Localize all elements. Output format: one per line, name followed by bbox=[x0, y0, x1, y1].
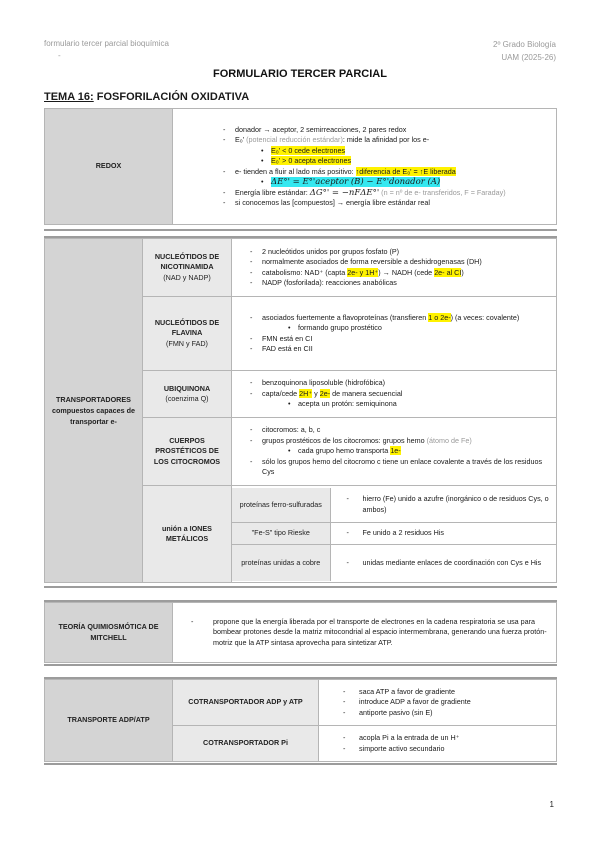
adp-atp-cotransporter-content bbox=[319, 680, 557, 726]
delta-e-equation: ΔE°' = E°'aceptor (B) − E°'donador (A) bbox=[271, 177, 441, 187]
list-item bbox=[219, 177, 552, 188]
list-item: - introduce ADP a favor de gradiente bbox=[339, 697, 552, 708]
rieske-desc bbox=[330, 523, 556, 545]
header-right bbox=[493, 38, 556, 64]
list-item: - propone que la energía liberada por el transporte de electrones en la cadena respiratoria se usa para bombear protones desde la matriz mitocondrial al espacio intermembrana, generando una fuerza protón-motriz que la ATP sintasa aprovecha para sintetizar ATP. bbox=[187, 617, 552, 649]
list-item: - 2 nucleótidos unidos por grupos fosfato (P) bbox=[246, 247, 552, 258]
list-item: - citocromos: a, b, c bbox=[246, 425, 552, 436]
list-item: - acopla Pi a la entrada de un H⁺ bbox=[339, 733, 552, 744]
fe-s-proteins-label: proteínas ferro-sulfuradas bbox=[232, 488, 330, 523]
list-item: - capta/cede 2H⁺ y 2e- de manera secuencial bbox=[246, 389, 552, 400]
list-item: - e- tienden a fluir al lado más positivo: ↑diferencia de E₀' = ↑E liberada bbox=[219, 167, 552, 178]
page-title: FORMULARIO TERCER PARCIAL bbox=[213, 68, 387, 80]
header-university: UAM (2025-26) bbox=[501, 53, 556, 62]
cytochrome-label: CUERPOS PROSTÉTICOS DE LOS CITOCROMOS bbox=[143, 418, 232, 486]
redox-content bbox=[173, 109, 557, 225]
pi-cotransporter-content bbox=[319, 726, 557, 762]
list-item: - antiporte pasivo (sin E) bbox=[339, 708, 552, 719]
list-item: - simporte activo secundario bbox=[339, 744, 552, 755]
rieske-label: "Fe-S" tipo Rieske bbox=[232, 523, 330, 545]
fad-content bbox=[232, 297, 557, 371]
transporters-label: TRANSPORTADORES compuestos capaces de transportar e- bbox=[45, 239, 143, 583]
list-item: - hierro (Fe) unido a azufre (inorgánico o de residuos Cys, o ambos) bbox=[343, 494, 553, 515]
page-number: 1 bbox=[549, 800, 554, 809]
adp-atp-table bbox=[44, 679, 557, 762]
list-item: - si conocemos las [compuestos] → energía libre estándar real bbox=[219, 198, 552, 209]
pi-cotransporter-label: COTRANSPORTADOR Pi bbox=[173, 726, 319, 762]
metal-ions-label: unión a IONES METÁLICOS bbox=[143, 486, 232, 583]
list-item: - Energía libre estándar: ΔG°' = −nFΔE°' (n = nº de e- transferidos, F = Faraday) bbox=[219, 188, 552, 199]
list-item: - FMN está en CI bbox=[246, 334, 552, 345]
header-left bbox=[44, 38, 169, 62]
list-item: - Fe unido a 2 residuos His bbox=[343, 528, 553, 539]
adp-atp-cotransporter-label: COTRANSPORTADOR ADP y ATP bbox=[173, 680, 319, 726]
fe-s-proteins-desc bbox=[330, 488, 556, 523]
list-item: - benzoquinona liposoluble (hidrofóbica) bbox=[246, 378, 552, 389]
list-item: - E₀' (potencial reducción estándar): mide la afinidad por los e- bbox=[219, 135, 552, 146]
header-dash: - bbox=[58, 51, 61, 60]
list-item: - FAD está en CII bbox=[246, 344, 552, 355]
transporters-table bbox=[44, 238, 557, 583]
list-item: - asociados fuertemente a flavoproteínas (transfieren 1 o 2e-) (a veces: covalente) bbox=[246, 313, 552, 324]
delta-g-equation: ΔG°' = −nFΔE°' bbox=[309, 187, 380, 198]
list-item: - unidas mediante enlaces de coordinación con Cys e His bbox=[343, 558, 553, 569]
redox-table bbox=[44, 108, 557, 225]
metal-ions-subtable bbox=[232, 488, 556, 581]
list-item: - NADP (fosforilada): reacciones anabólicas bbox=[246, 278, 552, 289]
list-item: - grupos prostéticos de los citocromos: grupos hemo (átomo de Fe) bbox=[246, 436, 552, 447]
redox-label: REDOX bbox=[45, 109, 173, 225]
copper-proteins-label: proteínas unidas a cobre bbox=[232, 545, 330, 581]
list-item: - donador → aceptor, 2 semirreacciones, 2 pares redox bbox=[219, 125, 552, 136]
copper-proteins-desc bbox=[330, 545, 556, 581]
list-item: • E₀' > 0 acepta electrones bbox=[219, 156, 552, 167]
topic-name: FOSFORILACIÓN OXIDATIVA bbox=[93, 91, 250, 103]
list-item: • E₀' < 0 cede electrones bbox=[219, 146, 552, 157]
list-item: • acepta un protón: semiquinona bbox=[246, 399, 552, 410]
list-item: • formando grupo prostético bbox=[246, 323, 552, 334]
cytochrome-content bbox=[232, 418, 557, 486]
metal-ions-content bbox=[232, 486, 557, 583]
header-degree: 2º Grado Biología bbox=[493, 40, 556, 49]
mitchell-table bbox=[44, 602, 557, 663]
topic-heading bbox=[44, 91, 249, 103]
topic-number: TEMA 16: bbox=[44, 91, 94, 103]
ubiquinone-label: UBIQUINONA (coenzima Q) bbox=[143, 371, 232, 418]
list-item: - normalmente asociados de forma reversible a deshidrogenasas (DH) bbox=[246, 257, 552, 268]
mitchell-label: TEORÍA QUIMIOSMÓTICA DE MITCHELL bbox=[45, 603, 173, 663]
header-course: formulario tercer parcial bioquímica bbox=[44, 39, 169, 48]
mitchell-content bbox=[173, 603, 557, 663]
list-item: - sólo los grupos hemo del citocromo c tiene un enlace covalente a través de los residuos Cys bbox=[246, 457, 552, 478]
fad-label: NUCLEÓTIDOS DE FLAVINA (FMN y FAD) bbox=[143, 297, 232, 371]
list-item: • cada grupo hemo transporta 1e- bbox=[246, 446, 552, 457]
nad-label: NUCLEÓTIDOS DE NICOTINAMIDA (NAD y NADP) bbox=[143, 239, 232, 297]
ubiquinone-content bbox=[232, 371, 557, 418]
nad-content bbox=[232, 239, 557, 297]
list-item: - saca ATP a favor de gradiente bbox=[339, 687, 552, 698]
adp-atp-label: TRANSPORTE ADP/ATP bbox=[45, 680, 173, 762]
list-item: - catabolismo: NAD⁺ (capta 2e- y 1H⁺) → NADH (cede 2e- al CI) bbox=[246, 268, 552, 279]
